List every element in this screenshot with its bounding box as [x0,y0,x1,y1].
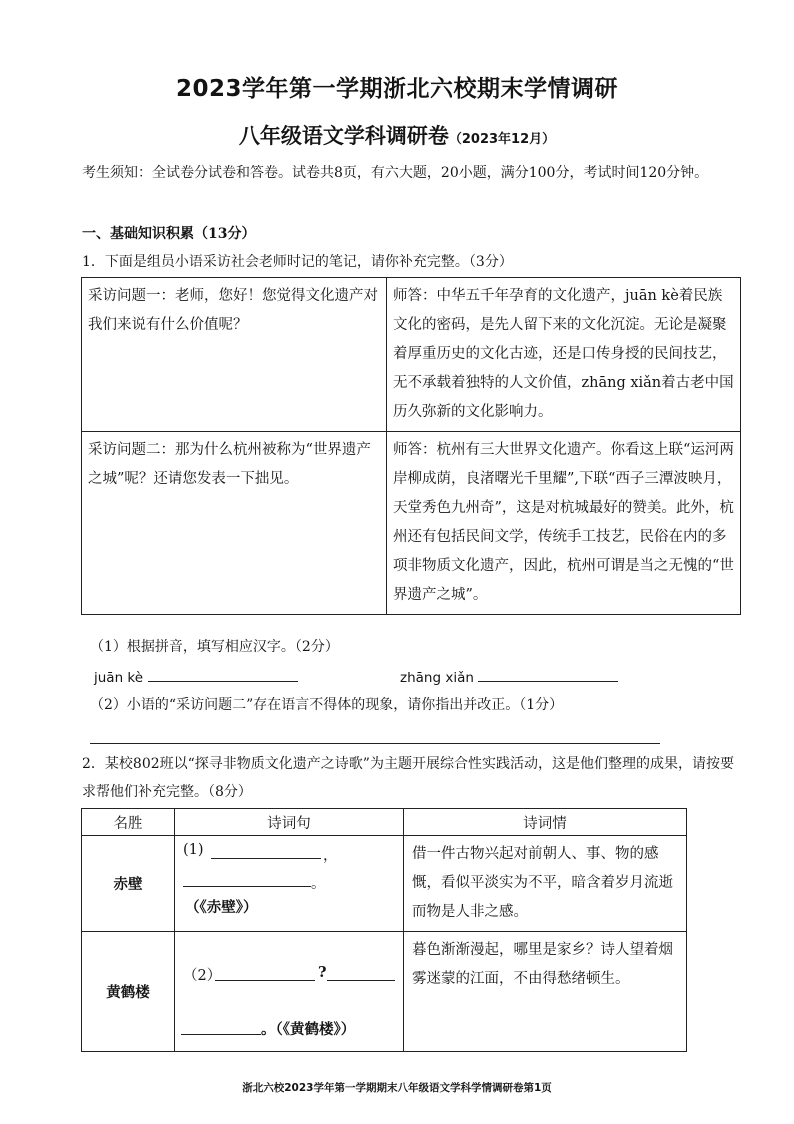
poem-blank[interactable] [215,964,315,985]
poem-blank[interactable] [183,870,311,891]
subtitle-text: 八年级语文学科调研卷 [238,124,449,148]
exam-date: （2023年12月） [448,132,556,147]
comma: ， [323,848,338,864]
blank-label: （2） [183,968,222,984]
header-place: 名胜 [82,809,175,836]
place-name: 赤壁 [82,836,175,932]
interview-notes-table [81,277,741,615]
table-header-row [82,809,687,836]
period: 。 [311,876,326,892]
poem-lines-cell [175,836,404,932]
poem-source: （《赤壁》） [185,899,258,916]
exam-notice: 考生须知：全试卷分试卷和答卷。试卷共8页，有六大题，20小题，满分100分，考试时间120分钟。 [82,165,709,181]
interview-answer-1: 师答：中华五千年孕育的文化遗产，juān kè着民族文化的密码，是先人留下来的文化沉淀。无论是凝聚着厚重历史的文化古迹，还是口传身授的民间技艺，无不承载着独特的人文价值，zhāng xiǎn着古老中国历久弥新的文化影响力。 [387,278,741,432]
question-1-sub-2: （2）小语的“采访问题二”存在语言不得体的现象，请你指出并改正。（1分） [90,697,564,713]
blank-label: (1) [183,842,204,858]
question-1-prompt: 1．下面是组员小语采访社会老师时记的笔记，请你补充完整。（3分） [82,254,513,270]
exam-subtitle [0,120,794,150]
pinyin-label-1: juān kè [94,670,144,686]
poem-feeling: 暮色渐渐漫起，哪里是家乡？诗人望着烟雾迷蒙的江面，不由得愁绪顿生。 [404,932,687,1052]
poem-lines-cell [175,932,404,1052]
header-poem-feeling: 诗词情 [404,809,687,836]
header-poem-lines: 诗词句 [175,809,404,836]
table-row [82,278,741,432]
answer-blank-juanke[interactable] [148,665,298,682]
pinyin-blank-1 [94,665,298,690]
pinyin-label-2: zhāng xiǎn [400,670,474,686]
poem-source: 。（《黄鹤楼》） [261,1021,356,1038]
question-2-prompt: 2．某校802班以“探寻非物质文化遗产之诗歌”为主题开展综合性实践活动，这是他们整理的成果，请按要求帮他们补充完整。（8分） [82,756,734,800]
poem-blank[interactable] [181,1018,261,1039]
page-footer: 浙北六校2023学年第一学期期末八年级语文学科学情调研卷第1页 [242,1082,552,1094]
answer-blank-zhangxian[interactable] [478,665,618,682]
poem-blank[interactable] [211,842,321,863]
poetry-table [81,808,687,1052]
place-name: 黄鹤楼 [82,932,175,1052]
section-1-title: 一、基础知识积累（13分） [82,226,256,242]
table-row [82,432,741,615]
interview-question-1: 采访问题一：老师，您好！您觉得文化遗产对我们来说有什么价值呢？ [82,278,387,432]
question-1-sub-1: （1）根据拼音，填写相应汉字。（2分） [90,639,339,655]
answer-line[interactable] [90,743,660,744]
table-row [82,932,687,1052]
interview-answer-2: 师答：杭州有三大世界文化遗产。你看这上联“运河两岸柳成荫，良渚曙光千里耀”,下联“西子三潭波映月，天堂秀色九州奇”，这是对杭城最好的赞美。此外，杭州还有包括民间文学，传统手工技艺，民俗在内的多项非物质文化遗产，因此，杭州可谓是当之无愧的“世界遗产之城”。 [387,432,741,615]
poem-feeling: 借一件古物兴起对前朝人、事、物的感慨，看似平淡实为不平，暗含着岁月流逝而物是人非之感。 [404,836,687,932]
question-mark: ? [318,964,327,981]
interview-question-2: 采访问题二：那为什么杭州被称为“世界遗产之城”呢？还请您发表一下拙见。 [82,432,387,615]
poem-blank[interactable] [327,964,395,985]
table-row [82,836,687,932]
exam-title: 2023学年第一学期浙北六校期末学情调研 [175,76,618,102]
pinyin-blank-2 [400,665,618,690]
